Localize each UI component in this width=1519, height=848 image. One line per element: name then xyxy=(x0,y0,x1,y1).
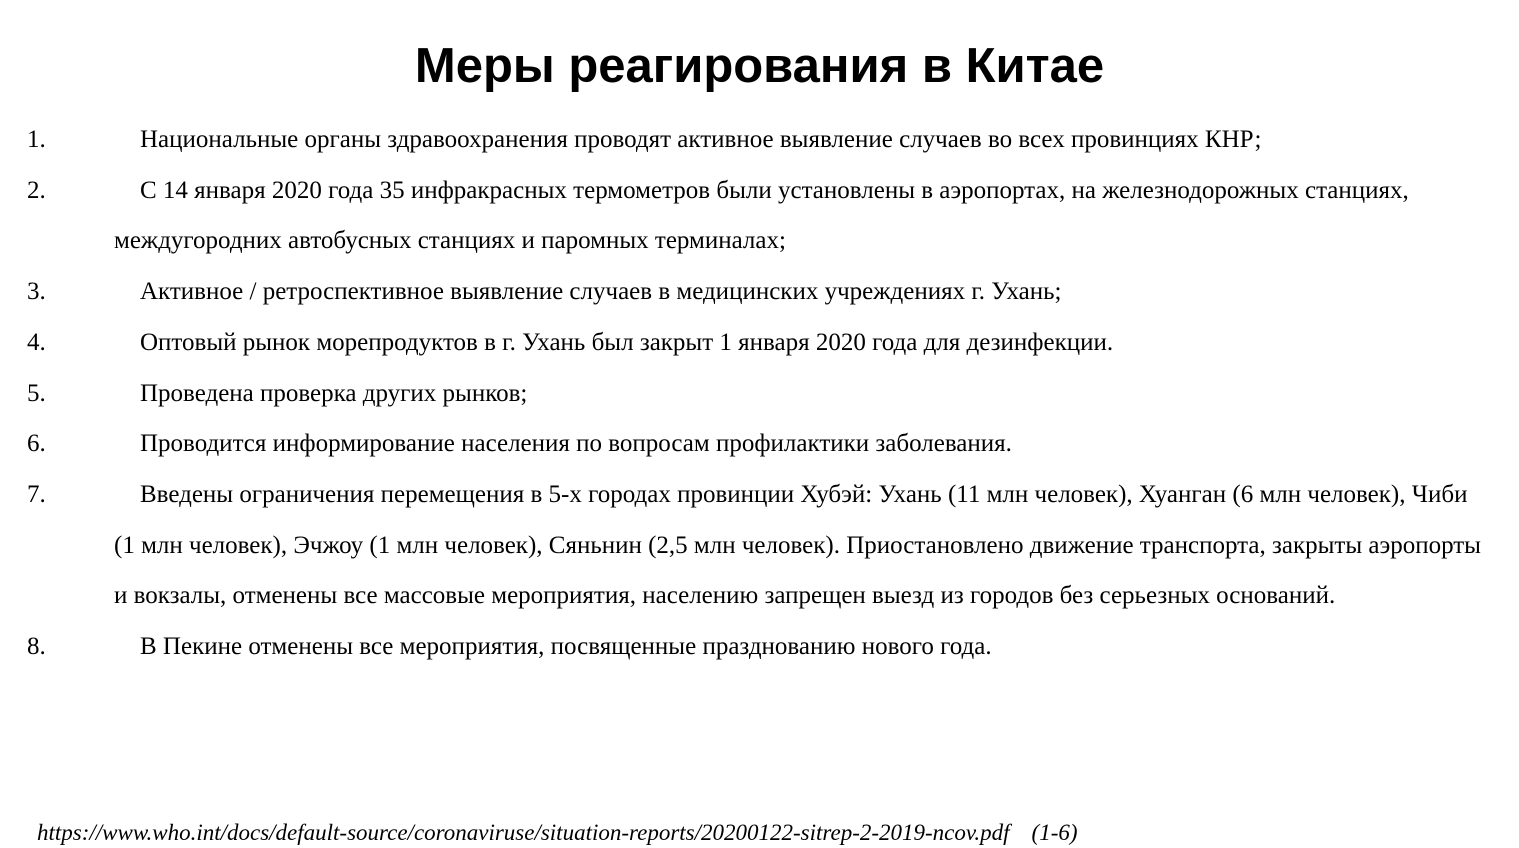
list-item-number: 7. xyxy=(27,480,46,508)
list-item-number: 5. xyxy=(27,379,46,407)
list-item-text: Проведена проверка других рынков; xyxy=(140,379,528,407)
list-item-text: Национальные органы здравоохранения проводят активное выявление случаев во всех провинциях КНР; xyxy=(140,126,1262,153)
list-item-text: В Пекине отменены все мероприятия, посвященные празднованию нового года. xyxy=(140,633,992,661)
source-citation xyxy=(37,818,1078,848)
list-item xyxy=(0,166,1519,267)
list-item-text: Активное / ретроспективное выявление случаев в медицинских учреждениях г. Ухань; xyxy=(140,278,1062,306)
list-item-text: С 14 января 2020 года 35 инфракрасных термометров были установлены в аэропортах, на железнодорожных станциях, междугородних автобусных станциях и паромных терминалах; xyxy=(114,176,1409,255)
list-item-number: 6. xyxy=(27,430,46,458)
source-pages: (1-6) xyxy=(1031,820,1078,845)
list-item-number: 4. xyxy=(27,328,46,356)
list-item xyxy=(0,318,1519,369)
list-item-number: 2. xyxy=(27,176,46,204)
list-item xyxy=(0,470,1519,622)
list-item xyxy=(0,369,1519,420)
list-item-text: Оптовый рынок морепродуктов в г. Ухань был закрыт 1 января 2020 года для дезинфекции. xyxy=(140,328,1114,356)
list-item-text: Введены ограничения перемещения в 5-х городах провинции Хубэй: Ухань (11 млн человек), Хуанган (6 млн человек), Чиби (1 млн человек), Эчжоу (1 млн человек), Сяньнин (2,5 млн человек). Приостановлено движение транспорта, закрыты аэропорты и вокзалы, отменены все массовые мероприятия, населению запрещен выезд из городов без серьезных оснований. xyxy=(114,480,1481,610)
list-item-number: 8. xyxy=(27,633,46,661)
list-item-number: 3. xyxy=(27,278,46,306)
list-item-text: Проводится информирование населения по вопросам профилактики заболевания. xyxy=(140,430,1012,458)
measures-list xyxy=(0,115,1519,673)
list-item xyxy=(0,622,1519,673)
list-item xyxy=(0,115,1519,166)
list-item xyxy=(0,267,1519,318)
list-item xyxy=(0,419,1519,470)
source-url: https://www.who.int/docs/default-source/coronaviruse/situation-reports/20200122-sitrep-2-2019-ncov.pdf xyxy=(37,820,1010,845)
list-item-number: 1. xyxy=(27,126,46,153)
slide-title: Меры реагирования в Китае xyxy=(414,39,1105,93)
